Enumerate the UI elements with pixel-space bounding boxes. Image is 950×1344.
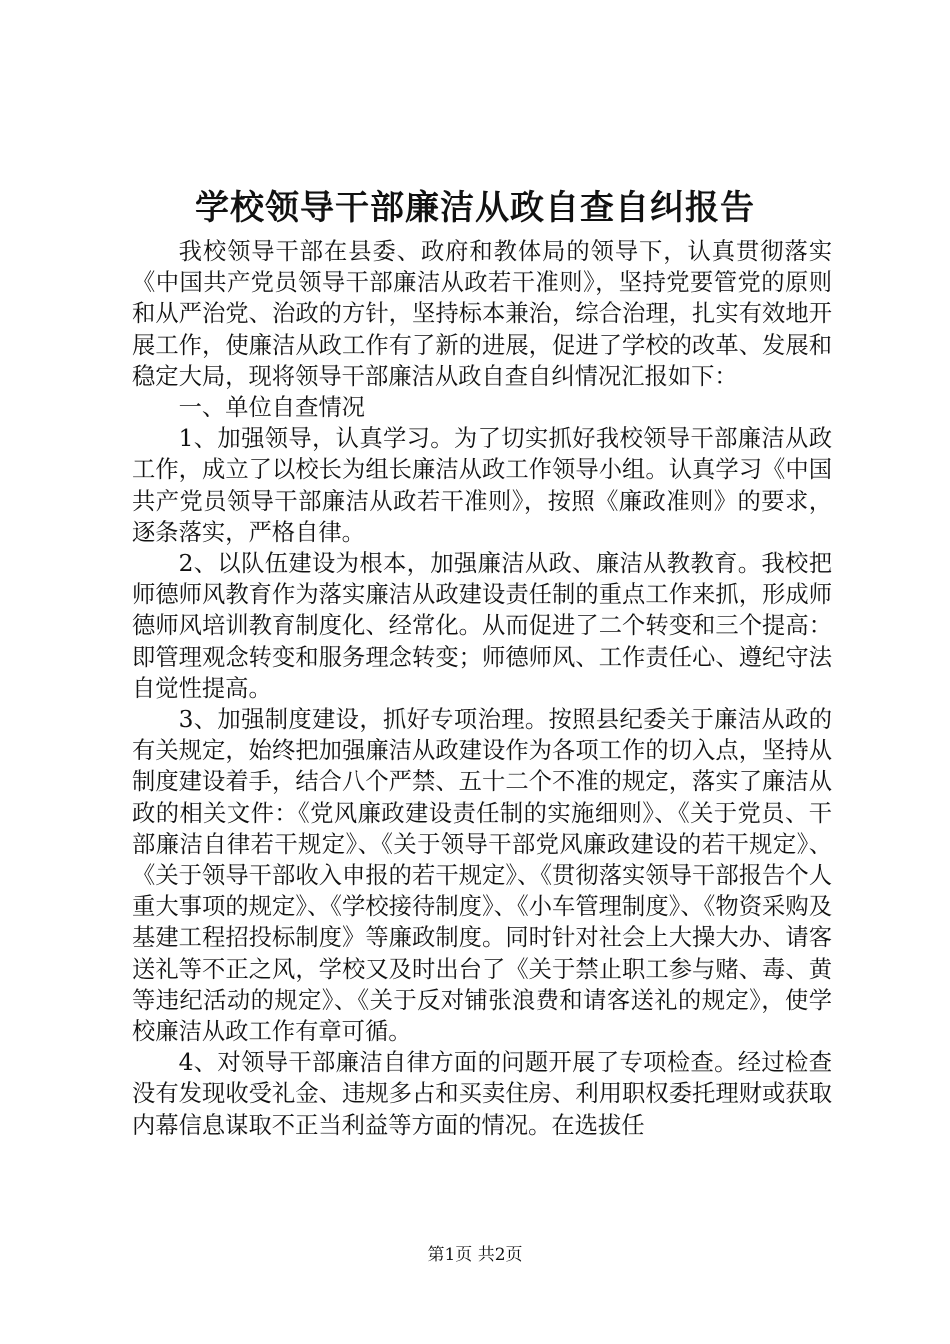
document-body: [132, 236, 832, 1141]
page-number-footer: 第1页 共2页: [427, 1245, 523, 1265]
paragraph-intro: 我校领导干部在县委、政府和教体局的领导下，认真贯彻落实《中国共产党员领导干部廉洁从政若干准则》，坚持党要管党的原则和从严治党、治政的方针，坚持标本兼治，综合治理，扎实有效地开展工作，使廉洁从政工作有了新的进展，促进了学校的改革、发展和稳定大局，现将领导干部廉洁从政自查自纠情况汇报如下：: [132, 238, 832, 390]
paragraph-item-1: 1、加强领导，认真学习。为了切实抓好我校领导干部廉洁从政工作，成立了以校长为组长廉洁从政工作领导小组。认真学习《中国共产党员领导干部廉洁从政若干准则》，按照《廉政准则》的要求，逐条落实，严格自律。: [132, 425, 832, 546]
document-title: 学校领导干部廉洁从政自查自纠报告: [195, 188, 755, 228]
paragraph-item-4: 4、对领导干部廉洁自律方面的问题开展了专项检查。经过检查没有发现收受礼金、违规多占和买卖住房、利用职权委托理财或获取内幕信息谋取不正当利益等方面的情况。在选拔任: [132, 1049, 832, 1139]
section-heading: 一、单位自查情况: [178, 394, 365, 422]
paragraph-item-3: 3、加强制度建设，抓好专项治理。按照县纪委关于廉洁从政的有关规定，始终把加强廉洁从政建设作为各项工作的切入点，坚持从制度建设着手，结合八个严禁、五十二个不准的规定，落实了廉洁从政的相关文件：《党风廉政建设责任制的实施细则》、《关于党员、干部廉洁自律若干规定》、《关于领导干部党风廉政建设的若干规定》、《关于领导干部收入申报的若干规定》、《贯彻落实领导干部报告个人重大事项的规定》、《学校接待制度》、《小车管理制度》、《物资采购及基建工程招投标制度》等廉政制度。同时针对社会上大操大办、请客送礼等不正之风，学校又及时出台了《关于禁止职工参与赌、毒、黄等违纪活动的规定》、《关于反对铺张浪费和请客送礼的规定》，使学校廉洁从政工作有章可循。: [132, 706, 832, 1046]
paragraph-item-2: 2、以队伍建设为根本，加强廉洁从政、廉洁从教教育。我校把师德师风教育作为落实廉洁从政建设责任制的重点工作来抓，形成师德师风培训教育制度化、经常化。从而促进了二个转变和三个提高：即管理观念转变和服务理念转变；师德师风、工作责任心、遵纪守法自觉性提高。: [132, 550, 832, 702]
